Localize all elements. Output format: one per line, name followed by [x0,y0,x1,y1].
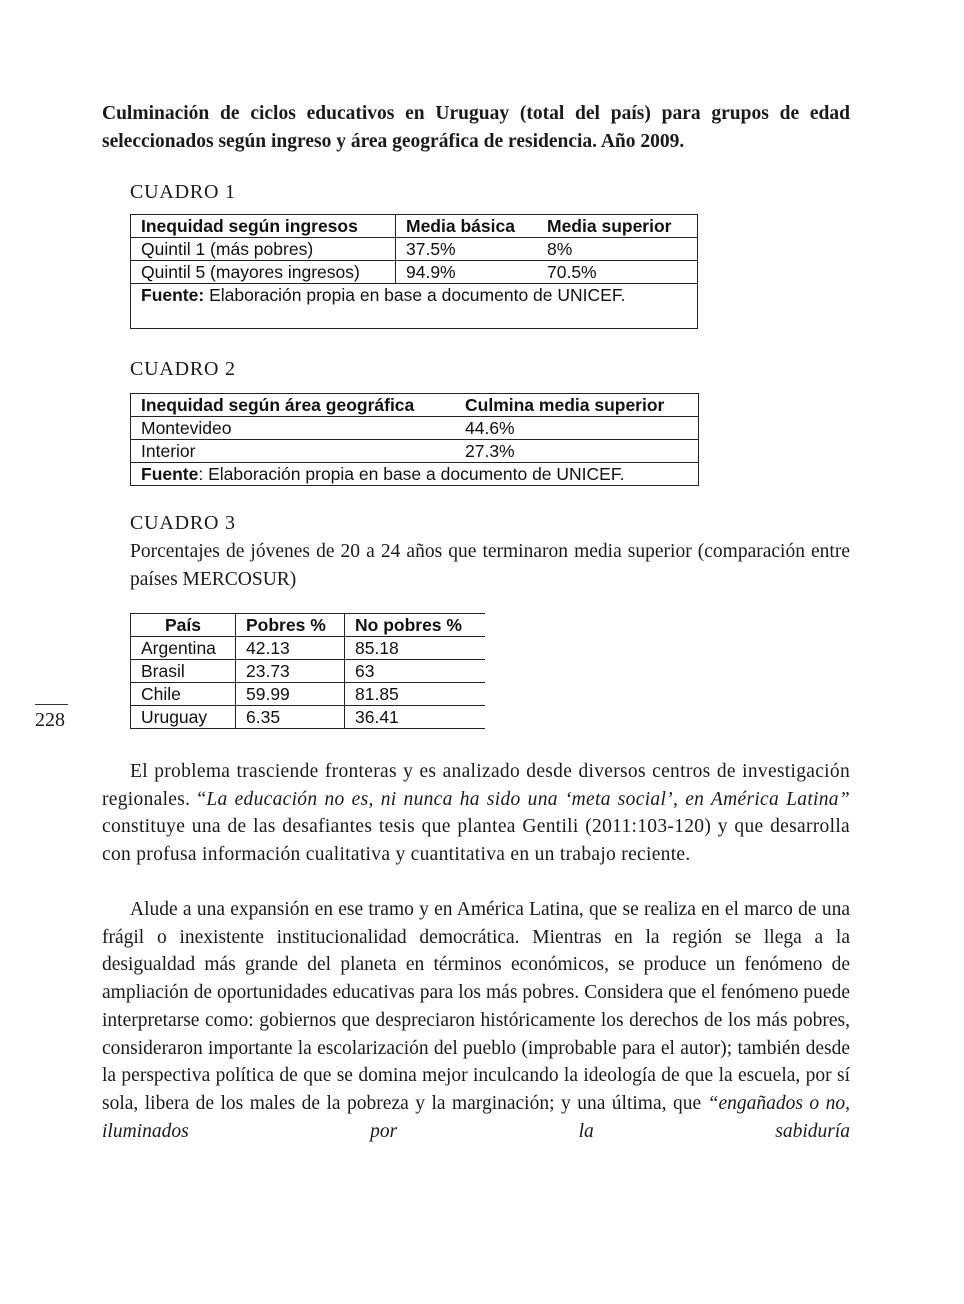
cuadro-1-label: CUADRO 1 [130,181,236,203]
table-header-cell: Culmina media superior [455,394,699,417]
table-header-cell: Media básica [396,215,538,238]
table-cell: Argentina [131,637,236,660]
table-cell: 94.9% [396,261,538,284]
quote-italic: La educación no es, ni nunca ha sido una ‘meta social’, en América Latina” [206,788,850,810]
table-row [131,417,699,440]
table-cell: Uruguay [131,706,236,729]
page-number: 228 [35,709,65,731]
table-cell: 63 [345,660,486,683]
paragraph-text: constituye una de las desafiantes tesis que plantea Gentili (2011:103-120) y que desarrolla con profusa información cualitativa y cuantitativa en un trabajo reciente. [102,816,850,866]
table-row [131,683,486,706]
table-row [131,660,486,683]
table-cell: 44.6% [455,417,699,440]
table-header-row [131,215,698,238]
table-cell: Montevideo [131,417,456,440]
table-row [131,261,698,284]
table-header-cell: Media superior [537,215,698,238]
table-row [131,440,699,463]
table-row [131,706,486,729]
source-text: Elaboración propia en base a documento de UNICEF. [204,285,626,305]
table-header-cell: País [131,614,236,637]
table-cell: 23.73 [236,660,345,683]
body-paragraph [102,896,850,1145]
cuadro-3-table [130,613,485,729]
table-cell: 8% [537,238,698,261]
quote-italic: “engañados o no, iluminados por la sabiduría [102,1092,851,1142]
table-cell: 42.13 [236,637,345,660]
table-header-cell: Inequidad según área geográfica [131,394,456,417]
table-cell: Quintil 5 (mayores ingresos) [131,261,396,284]
table-row [131,238,698,261]
cuadro-2-table [130,393,699,486]
table-cell: Quintil 1 (más pobres) [131,238,396,261]
cuadro-3-label: CUADRO 3 [130,512,236,534]
table-header-cell: Pobres % [236,614,345,637]
table-cell: 85.18 [345,637,486,660]
body-paragraph [102,758,850,869]
table-row [131,637,486,660]
table-cell: 36.41 [345,706,486,729]
source-label: Fuente: [141,285,205,305]
paragraph-text: El problema trasciende fronteras y es analizado desde diversos centros de investigación regionales. “ [102,761,850,810]
table-header-row [131,614,486,637]
cuadro-2-label: CUADRO 2 [130,358,236,380]
table-cell: 70.5% [537,261,698,284]
source-text: : Elaboración propia en base a documento de UNICEF. [198,464,625,484]
table-cell: Chile [131,683,236,706]
cuadro-1-table [130,214,698,329]
paragraph-text: Alude a una expansión en ese tramo y en América Latina, que se realiza en el marco de una frágil o inexistente institucionalidad democrática. Mientras en la región se llega a la desigualdad más grande del planeta en términos económicos, se produce un fenómeno de ampliación de oportunidades educativas para los más pobres. Considera que el fenómeno puede interpretarse como: gobiernos que despreciaron históricamente los derechos de los más pobres, consideraron importante la escolarización del pueblo (improbable para el autor); también desde la perspectiva política de que se domina mejor inculcando la ideología de que la escuela, por sí sola, libera de los males de la pobreza y la marginación; y una última, que [102,899,850,1114]
source-label: Fuente [141,464,199,484]
table-source-row [131,463,699,486]
table-header-row [131,394,699,417]
document-title: Culminación de ciclos educativos en Uruguay (total del país) para grupos de edad seleccionados según ingreso y área geográfica de residencia. Año 2009. [102,103,850,152]
table-header-cell: Inequidad según ingresos [131,215,396,238]
page-number-rule [35,704,68,705]
table-source-row [131,284,698,329]
table-cell: 27.3% [455,440,699,463]
table-cell: 59.99 [236,683,345,706]
table-cell: 81.85 [345,683,486,706]
table-header-cell: No pobres % [345,614,486,637]
table-source-note [131,284,698,329]
cuadro-3-description: Porcentajes de jóvenes de 20 a 24 años que terminaron media superior (comparación entre países MERCOSUR) [130,541,850,590]
table-cell: Interior [131,440,456,463]
table-cell: Brasil [131,660,236,683]
table-cell: 6.35 [236,706,345,729]
table-cell: 37.5% [396,238,538,261]
table-source-note [131,463,699,486]
